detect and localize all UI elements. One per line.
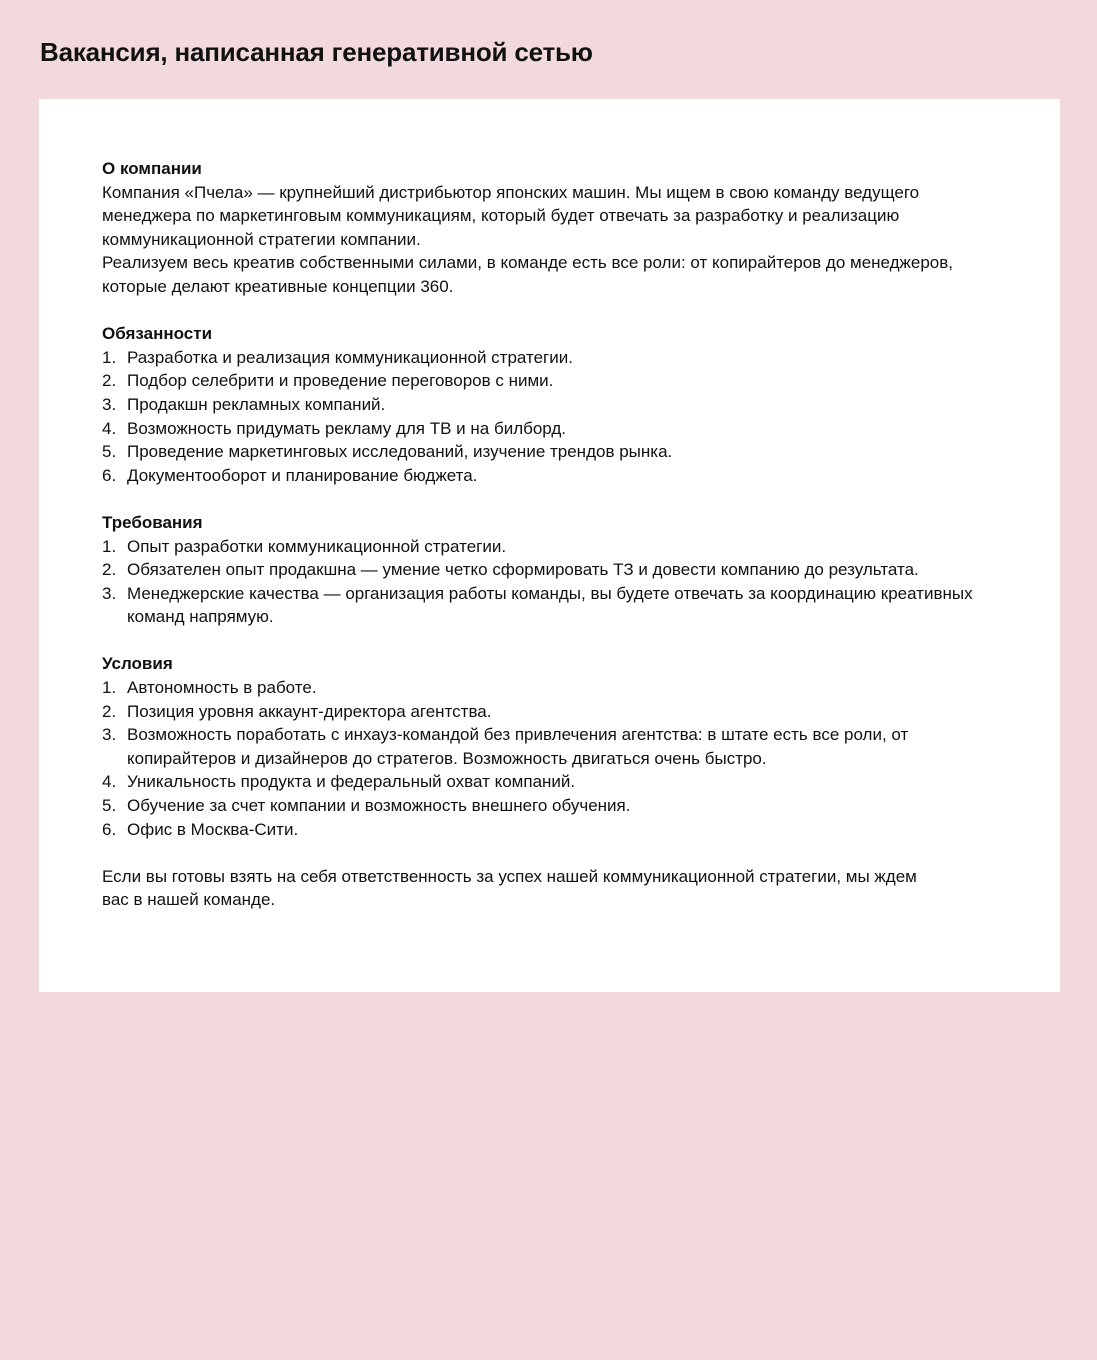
item-number: 2.	[102, 701, 117, 721]
list-item	[102, 558, 1012, 582]
item-text: Документооборот и планирование бюджета.	[127, 465, 478, 485]
item-number: 3.	[102, 583, 117, 603]
item-text: Опыт разработки коммуникационной стратегии.	[127, 536, 507, 556]
list-item	[102, 535, 1012, 559]
list-item	[102, 794, 1012, 818]
requirements-heading: Требования	[102, 512, 203, 532]
item-number: 5.	[102, 796, 117, 816]
page-title: Вакансия, написанная генеративной сетью	[40, 37, 593, 67]
duties-section	[102, 322, 1012, 487]
list-item	[102, 417, 1012, 441]
about-section	[102, 157, 1012, 299]
duties-list	[102, 346, 1012, 488]
vacancy-card	[39, 99, 1060, 992]
list-item	[102, 723, 977, 770]
item-number: 1.	[102, 678, 117, 698]
item-number: 6.	[102, 819, 117, 839]
list-item	[102, 464, 1012, 488]
item-text: Возможность поработать с инхауз-командой без привлечения агентства: в штате есть все роли, от копирайтеров и дизайнеров до стратегов. Возможность двигаться очень быстро.	[127, 725, 909, 768]
item-number: 3.	[102, 725, 117, 745]
about-heading: О компании	[102, 159, 202, 178]
list-item	[102, 369, 1012, 393]
duties-heading: Обязанности	[102, 324, 213, 344]
item-text: Обязателен опыт продакшна — умение четко сформировать ТЗ и довести компанию до результата.	[127, 560, 919, 580]
list-item	[102, 393, 1012, 417]
item-text: Уникальность продукта и федеральный охват компаний.	[127, 772, 576, 792]
requirements-list	[102, 535, 1012, 629]
item-number: 2.	[102, 560, 117, 580]
item-text: Офис в Москва-Сити.	[127, 819, 299, 839]
vacancy-text	[102, 157, 1012, 912]
list-item	[102, 346, 1012, 370]
list-item	[102, 700, 1012, 724]
list-item	[102, 770, 1012, 794]
item-text: Автономность в работе.	[127, 678, 317, 698]
item-number: 4.	[102, 418, 117, 438]
about-paragraph-2: Реализуем весь креатив собственными силами, в команде есть все роли: от копирайтеров до менеджеров, которые делают креативные концепции 360.	[102, 253, 954, 296]
about-paragraph-1: Компания «Пчела» — крупнейший дистрибьютор японских машин. Мы ищем в свою команду ведущего менеджера по маркетинговым коммуникациям, который будет отвечать за разработку и реализацию коммуникационной стратегии компании.	[102, 182, 920, 249]
item-text: Позиция уровня аккаунт-директора агентства.	[127, 701, 492, 721]
closing-paragraph: Если вы готовы взять на себя ответственность за успех нашей коммуникационной стратегии, мы ждем вас в нашей команде.	[102, 866, 917, 910]
item-number: 1.	[102, 347, 117, 367]
item-text: Обучение за счет компании и возможность внешнего обучения.	[127, 796, 631, 816]
conditions-list	[102, 676, 1012, 841]
item-number: 5.	[102, 442, 117, 462]
item-number: 4.	[102, 772, 117, 792]
item-text: Подбор селебрити и проведение переговоров с ними.	[127, 371, 554, 391]
item-text: Менеджерские качества — организация работы команды, вы будете отвечать за координацию креативных команд напрямую.	[127, 583, 973, 627]
item-text: Продакшн рекламных компаний.	[127, 394, 386, 414]
list-item	[102, 676, 1012, 700]
list-item	[102, 440, 1012, 464]
item-number: 3.	[102, 394, 117, 414]
requirements-section	[102, 511, 1012, 629]
item-text: Проведение маркетинговых исследований, изучение трендов рынка.	[127, 442, 673, 462]
conditions-heading: Условия	[102, 654, 173, 674]
item-number: 1.	[102, 536, 117, 556]
item-text: Возможность придумать рекламу для ТВ и на билборд.	[127, 418, 567, 438]
list-item	[102, 818, 1012, 842]
item-number: 6.	[102, 465, 117, 485]
item-number: 2.	[102, 371, 117, 391]
conditions-section	[102, 652, 1012, 841]
list-item	[102, 582, 977, 629]
item-text: Разработка и реализация коммуникационной стратегии.	[127, 347, 573, 367]
